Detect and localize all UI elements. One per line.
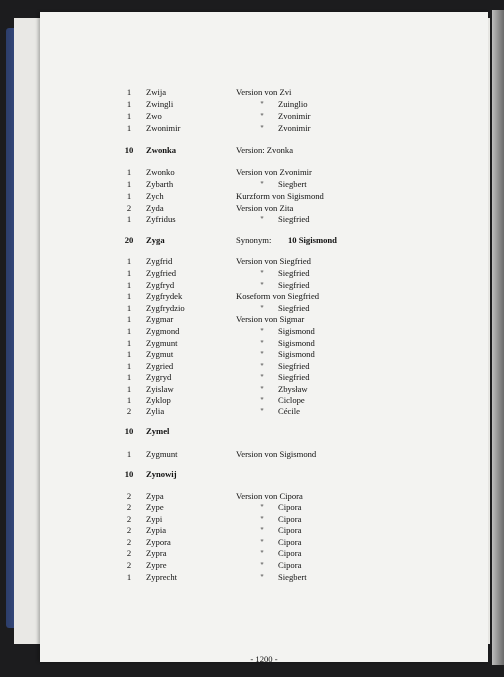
entry-name: Zylia <box>146 406 165 416</box>
entry-description: Version von Cipora <box>236 491 303 501</box>
entry-reference: Siegbert <box>278 179 307 189</box>
ditto-mark: " <box>260 372 264 382</box>
entry-name: Zypi <box>146 514 163 524</box>
page-edge-shadow <box>492 10 504 665</box>
entry-description: Version von Sigismond <box>236 449 317 459</box>
entry-name: Zygfryd <box>146 280 175 290</box>
entry-description: Kurzform von Sigismond <box>236 191 324 201</box>
page-number: - 1200 - <box>250 654 278 664</box>
entry-name: Zyprecht <box>146 572 178 582</box>
ditto-mark: " <box>260 514 264 524</box>
entry-reference: Siegfried <box>278 280 310 290</box>
entry-count: 1 <box>126 280 132 290</box>
entry-reference: Zuinglio <box>278 99 308 109</box>
entry-reference: Ciclope <box>278 395 305 405</box>
ditto-mark: " <box>260 548 264 558</box>
entry-name: Zygmut <box>146 349 174 359</box>
entry-reference: Zbysław <box>278 384 308 394</box>
ditto-mark: " <box>260 572 264 582</box>
entry-reference: Cipora <box>278 514 302 524</box>
entry-count: 1 <box>126 214 132 224</box>
entry-reference: Cipora <box>278 502 302 512</box>
entry-description: Synonym: <box>236 235 272 245</box>
entry-count: 2 <box>126 491 132 501</box>
entry-name: Zypa <box>146 491 164 501</box>
entry-name: Zyklop <box>146 395 171 405</box>
entry-name: Zygryd <box>146 372 172 382</box>
entry-name: Zypre <box>146 560 167 570</box>
entry-count: 10 <box>124 145 134 155</box>
entry-name: Zymel <box>146 426 170 436</box>
ditto-mark: " <box>260 99 264 109</box>
entry-count: 1 <box>126 167 132 177</box>
entry-count: 1 <box>126 572 132 582</box>
ditto-mark: " <box>260 111 264 121</box>
entry-count: 2 <box>126 203 132 213</box>
entry-reference: Cécile <box>278 406 300 416</box>
entry-name: Zype <box>146 502 164 512</box>
entry-count: 1 <box>126 191 132 201</box>
entry-count: 1 <box>126 384 132 394</box>
entry-reference: Cipora <box>278 548 302 558</box>
ditto-mark: " <box>260 179 264 189</box>
entry-name: Zygmunt <box>146 338 178 348</box>
entry-name: Zwonka <box>146 145 177 155</box>
entry-name: Zych <box>146 191 164 201</box>
entry-name: Zyfridus <box>146 214 176 224</box>
entry-reference: Zvonimir <box>278 111 311 121</box>
entry-count: 1 <box>126 449 132 459</box>
entry-reference: Siegfried <box>278 268 310 278</box>
entry-count: 1 <box>126 303 132 313</box>
entry-count: 1 <box>126 291 132 301</box>
entry-count: 1 <box>126 179 132 189</box>
entry-reference: Cipora <box>278 525 302 535</box>
entry-count: 1 <box>126 111 132 121</box>
entry-name: Zyga <box>146 235 165 245</box>
entry-name: Zygmar <box>146 314 174 324</box>
entry-count: 10 <box>124 426 134 436</box>
entry-name: Zypora <box>146 537 171 547</box>
ditto-mark: " <box>260 338 264 348</box>
ditto-mark: " <box>260 326 264 336</box>
entry-count: 2 <box>126 514 132 524</box>
entry-description: Version von Zita <box>236 203 294 213</box>
entry-reference: Sigismond <box>278 338 315 348</box>
entry-name: Zybarth <box>146 179 174 189</box>
entry-description: Version: Zvonka <box>236 145 294 155</box>
ditto-mark: " <box>260 406 264 416</box>
entry-reference: Siegbert <box>278 572 307 582</box>
entry-count: 1 <box>126 99 132 109</box>
entry-reference: Siegfried <box>278 361 310 371</box>
entry-count: 2 <box>126 548 132 558</box>
entry-description: Version von Siegfried <box>236 256 311 266</box>
entry-count: 2 <box>126 406 132 416</box>
entry-count: 1 <box>126 338 132 348</box>
entry-name: Zygfrydek <box>146 291 183 301</box>
ditto-mark: " <box>260 268 264 278</box>
entry-description: Version von Zvonimir <box>236 167 312 177</box>
entry-synonym: 10 Sigismond <box>288 235 337 245</box>
entry-reference: Zvonimir <box>278 123 311 133</box>
ditto-mark: " <box>260 395 264 405</box>
entry-reference: Sigismond <box>278 349 315 359</box>
book-page <box>40 12 488 662</box>
entry-count: 2 <box>126 525 132 535</box>
entry-name: Zwonko <box>146 167 175 177</box>
ditto-mark: " <box>260 361 264 371</box>
entry-reference: Siegfried <box>278 303 310 313</box>
ditto-mark: " <box>260 280 264 290</box>
ditto-mark: " <box>260 123 264 133</box>
entry-count: 1 <box>126 326 132 336</box>
entry-description: Koseform von Siegfried <box>236 291 320 301</box>
entry-description: Version von Sigmar <box>236 314 305 324</box>
entry-count: 1 <box>126 314 132 324</box>
entry-name: Zyda <box>146 203 164 213</box>
entry-name: Zypia <box>146 525 167 535</box>
entry-name: Zygmond <box>146 326 180 336</box>
ditto-mark: " <box>260 537 264 547</box>
entry-name: Zygfried <box>146 268 177 278</box>
ditto-mark: " <box>260 525 264 535</box>
entry-count: 2 <box>126 560 132 570</box>
entry-reference: Sigismond <box>278 326 315 336</box>
ditto-mark: " <box>260 502 264 512</box>
entry-count: 2 <box>126 537 132 547</box>
entry-name: Zygmunt <box>146 449 178 459</box>
ditto-mark: " <box>260 560 264 570</box>
entry-name: Zwija <box>146 87 167 97</box>
entry-count: 1 <box>126 123 132 133</box>
entry-count: 1 <box>126 268 132 278</box>
entry-count: 1 <box>126 349 132 359</box>
entry-count: 1 <box>126 256 132 266</box>
entry-name: Zygfrid <box>146 256 173 266</box>
entry-name: Zwo <box>146 111 162 121</box>
entry-reference: Cipora <box>278 560 302 570</box>
entry-count: 2 <box>126 502 132 512</box>
ditto-mark: " <box>260 303 264 313</box>
entry-name: Zypra <box>146 548 167 558</box>
ditto-mark: " <box>260 214 264 224</box>
ditto-mark: " <box>260 349 264 359</box>
entry-count: 1 <box>126 372 132 382</box>
entry-name: Zygried <box>146 361 174 371</box>
entry-count: 1 <box>126 395 132 405</box>
entry-reference: Siegfried <box>278 214 310 224</box>
entry-count: 20 <box>124 235 134 245</box>
entry-reference: Siegfried <box>278 372 310 382</box>
ditto-mark: " <box>260 384 264 394</box>
entry-count: 1 <box>126 87 132 97</box>
entry-name: Zygfrydzio <box>146 303 185 313</box>
entry-reference: Cipora <box>278 537 302 547</box>
entry-count: 10 <box>124 469 134 479</box>
entry-description: Version von Zvi <box>236 87 292 97</box>
entry-name: Zwonimir <box>146 123 181 133</box>
entry-name: Zwingli <box>146 99 174 109</box>
entry-name: Zyislaw <box>146 384 174 394</box>
entry-count: 1 <box>126 361 132 371</box>
entry-name: Zynowij <box>146 469 177 479</box>
